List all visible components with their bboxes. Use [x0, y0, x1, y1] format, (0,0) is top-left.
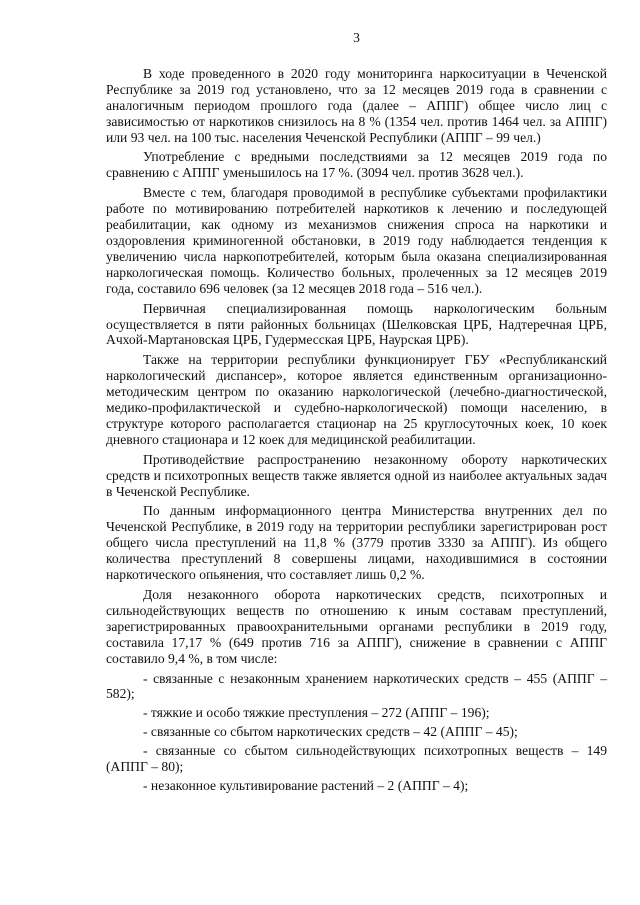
paragraph-harmful-use: Употребление с вредными последствиями за 12 месяцев 2019 года по сравнению с АППГ уменьшилось на 17 %. (3094 чел. против 3628 чел.). — [106, 149, 607, 181]
list-item: - связанные со сбытом наркотических средств – 42 (АППГ – 45); — [143, 724, 518, 740]
paragraph-dispensary: Также на территории республики функционирует ГБУ «Республиканский наркологический диспансер», которое является единственным организационно-методическим центром по оказанию наркологической (лечебно-диагностической, медико-профилактической и судебно-наркологической) помощи населению, в структуре которого располагается стационар на 25 круглосуточных коек, 10 коек дневного стационара и 12 коек для медицинской реабилитации. — [106, 352, 607, 447]
paragraph-primary-care: Первичная специализированная помощь наркологическим больным осуществляется в пяти районных больницах (Шелковская ЦРБ, Надтеречная ЦРБ, Ачхой-Мартановская ЦРБ, Гудермесская ЦРБ, Наурская ЦРБ). — [106, 300, 607, 348]
list-item: - тяжкие и особо тяжкие преступления – 272 (АППГ – 196); — [143, 705, 490, 721]
page-number: 3 — [353, 30, 360, 45]
paragraph-treatment: Вместе с тем, благодаря проводимой в республике субъектами профилактики работе по мотивированию потребителей наркотиков к лечению и последующей реабилитации, как одному из механизмов снижения спроса на наркотики и оздоровления криминогенной обстановки, в 2019 году наблюдается тенденция к увеличению числа наркопотребителей, которым была оказана специализированная наркологическая помощь. Количество больных, пролеченных за 12 месяцев 2019 года, составило 696 человек (за 12 месяцев 2018 года – 516 чел.). — [106, 185, 607, 296]
paragraph-crime-stats: По данным информационного центра Министерства внутренних дел по Чеченской Республике, в 2019 году на территории республики зарегистрирован рост общего числа преступлений на 11,8 % (3779 против 3330 за АППГ). Из общего количества преступлений 8 совершены лицами, находившимися в состоянии наркотического опьянения, что составляет лишь 0,2 %. — [106, 503, 607, 583]
list-item: - связанные со сбытом сильнодействующих психотропных веществ – 149 (АППГ – 80); — [106, 743, 607, 775]
paragraph-counteraction: Противодействие распространению незаконному обороту наркотических средств и психотропных веществ также является одной из наиболее актуальных задач в Чеченской Республике. — [106, 451, 607, 499]
paragraph-drug-trafficking-share: Доля незаконного оборота наркотических средств, психотропных и сильнодействующих веществ по отношению к иным составам преступлений, зарегистрированных правоохранительными органами республики в 2019 году, составила 17,17 % (649 против 716 за АППГ), снижение в сравнении с АППГ составило 9,4 %, в том числе: — [106, 587, 607, 666]
paragraph-monitoring: В ходе проведенного в 2020 году мониторинга наркоситуации в Чеченской Республике за 2019 год установлено, что за 12 месяцев 2019 года в сравнении с аналогичным периодом прошлого года (далее – АППГ) общее число лиц с зависимостью от наркотиков снизилось на 8 % (1354 чел. против 1464 чел. за АППГ) или 93 чел. на 100 тыс. населения Чеченской Республики (АППГ – 99 чел.) — [106, 65, 607, 145]
list-item: - незаконное культивирование растений – 2 (АППГ – 4); — [143, 777, 469, 793]
list-item: - связанные с незаконным хранением наркотических средств – 455 (АППГ – 582); — [106, 670, 607, 702]
